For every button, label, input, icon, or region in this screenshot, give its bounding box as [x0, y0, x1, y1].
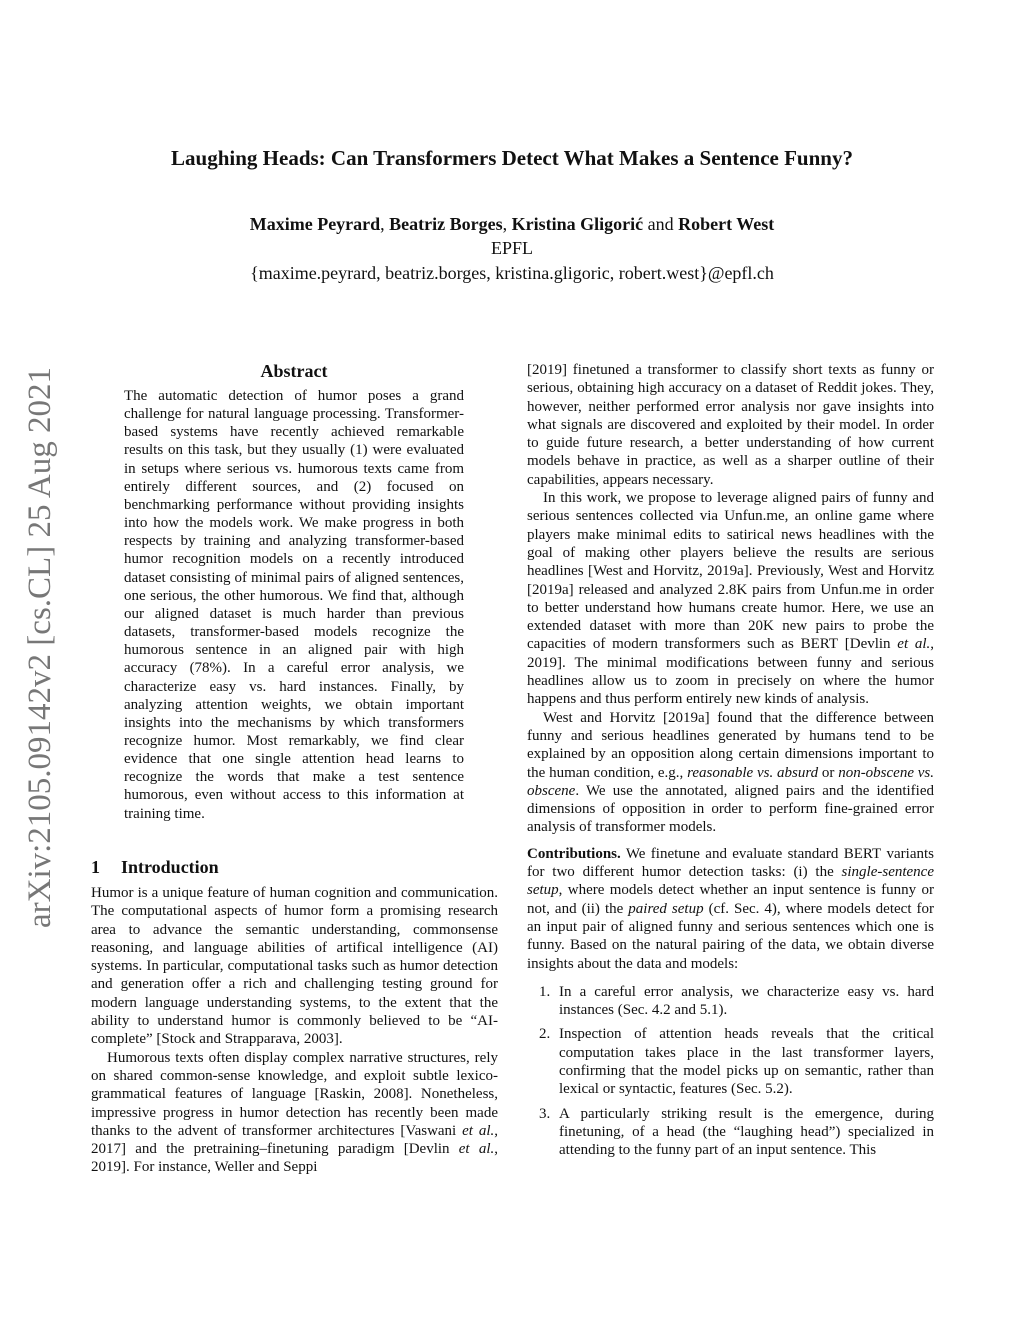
section-heading-introduction — [91, 857, 219, 878]
author-name: Robert West — [678, 214, 775, 234]
paragraph: In this work, we propose to leverage aligned pairs of funny and serious sentences collected via Unfun.me, an online game where players make minimal edits to satirical news headlines with the goal of making other players believe the results are serious headlines [West and Horvitz, 2019a]. Previously, West and Horvitz [2019a] released and analyzed 2.8K pairs from Unfun.me in order to better understand how humans create humor. Here, we use an extended dataset with more than 20K new pairs to probe the capacities of modern transformers such as BERT [Devlin et al., 2019]. The minimal modifications between funny and serious headlines allow us to zoom in precisely on where the humor happens and thus perform entirely new kinds of analysis. — [527, 490, 934, 708]
section-number: 1 — [91, 857, 100, 877]
author-emails: {maxime.peyrard, beatriz.borges, kristina.gligoric, robert.west}@epfl.ch — [250, 263, 774, 283]
paragraph: [2019] finetuned a transformer to classify short texts as funny or serious, obtaining high accuracy on a dataset of Reddit jokes. They, however, neither performed error analysis nor gave insights into what signals are discovered and exploited by their model. In order to guide future research, a better understanding of how current models behave in practice, as well as a sharper outline of their capabilities, appears necessary. — [527, 362, 934, 488]
author-name: Kristina Gligorić — [511, 214, 644, 234]
author-separator: , — [380, 214, 390, 234]
author-list — [0, 214, 1024, 235]
list-item: 2. Inspection of attention heads reveals that the critical computation takes place in the last transformer layers, confirming that the model picks up on semantic, rather than lexical or syntactic, features (Sec. 5.2). — [539, 1026, 934, 1098]
contributions-paragraph: Contributions. We finetune and evaluate standard BERT variants for two different humor detection tasks: (i) the single-sentence setup, where models detect whether an input sentence is funny or not, and (ii) the paired setup (cf. Sec. 4), where models detect for an input pair of aligned funny and serious sentences which one is funny. Based on the natural pairing of the data, we obtain diverse insights about the data and models: — [527, 845, 934, 972]
run-in-heading: Contributions. — [527, 845, 621, 862]
author-name: Maxime Peyrard — [249, 214, 381, 234]
paper-title: Laughing Heads: Can Transformers Detect What Makes a Sentence Funny? — [171, 146, 853, 170]
author-separator: , — [502, 214, 512, 234]
left-column — [91, 884, 498, 1177]
author-separator: and — [643, 214, 679, 234]
right-column — [527, 361, 934, 1165]
section-title: Introduction — [121, 857, 219, 877]
list-item: 1. In a careful error analysis, we characterize easy vs. hard instances (Sec. 4.2 and 5.1). — [539, 983, 934, 1019]
affiliation: EPFL — [490, 238, 533, 258]
list-item: 3. A particularly striking result is the emergence, during finetuning, of a head (the “laughing head”) specialized in attending to the funny part of an input sentence. This — [539, 1105, 934, 1159]
abstract-text: The automatic detection of humor poses a grand challenge for natural language processing. Transformer-based systems have recently achieved remarkable results on this task, but they usually (1) were evaluated in setups where serious vs. humorous texts came from entirely different sources, and (2) focused on benchmarking performance without providing insights into how the models work. We make progress in both respects by training and analyzing transformer-based humor recognition models on a recently introduced dataset consisting of minimal pairs of aligned sentences, one serious, the other humorous. We find that, although our aligned dataset is much harder than previous datasets, transformer-based models recognize the humorous sentence in an aligned pair with high accuracy (78%). In a careful error analysis, we characterize easy vs. hard instances. Finally, by analyzing attention weights, we obtain important insights into the mechanisms by which transformers recognize humor. Most remarkably, we find clear evidence that one single attention head learns to recognize the words that make a test sentence humorous, even without access to this information at training time. — [124, 388, 464, 822]
contributions-list — [527, 983, 934, 1160]
paragraph: Humor is a unique feature of human cognition and communication. The computational aspects of humor form a promising research area to advance the semantic understanding, commonsense reasoning, and language abilities of artifical intelligence (AI) systems. In particular, computational tasks such as humor detection and generation offer a rich and challenging testing ground for modern language understanding systems, to the extent that the ability to understand humor is commonly believed to be “AI-complete” [Stock and Strapparava, 2003]. — [91, 885, 498, 1048]
paragraph: West and Horvitz [2019a] found that the difference between funny and serious headlines generated by humans tend to be explained by an opposition along certain dimensions important to the human condition, e.g., reasonable vs. absurd or non-obscene vs. obscene. We use the annotated, aligned pairs and the identified dimensions of opposition in order to perform fine-grained error analysis of transformer models. — [527, 709, 935, 836]
author-name: Beatriz Borges — [389, 214, 503, 234]
arxiv-identifier-stamp: arXiv:2105.09142v2 [cs.CL] 25 Aug 2021 — [22, 367, 58, 929]
abstract-heading: Abstract — [260, 361, 328, 381]
paragraph: Humorous texts often display complex narrative structures, rely on shared common-sense knowledge, and exploit subtle lexico-grammatical features of language [Raskin, 2008]. Nonetheless, impressive progress in humor detection has recently been made thanks to the advent of transformer architectures [Vaswani et al., 2017] and the pretraining–finetuning paradigm [Devlin et al., 2019]. For instance, Weller and Seppi — [91, 1049, 498, 1176]
